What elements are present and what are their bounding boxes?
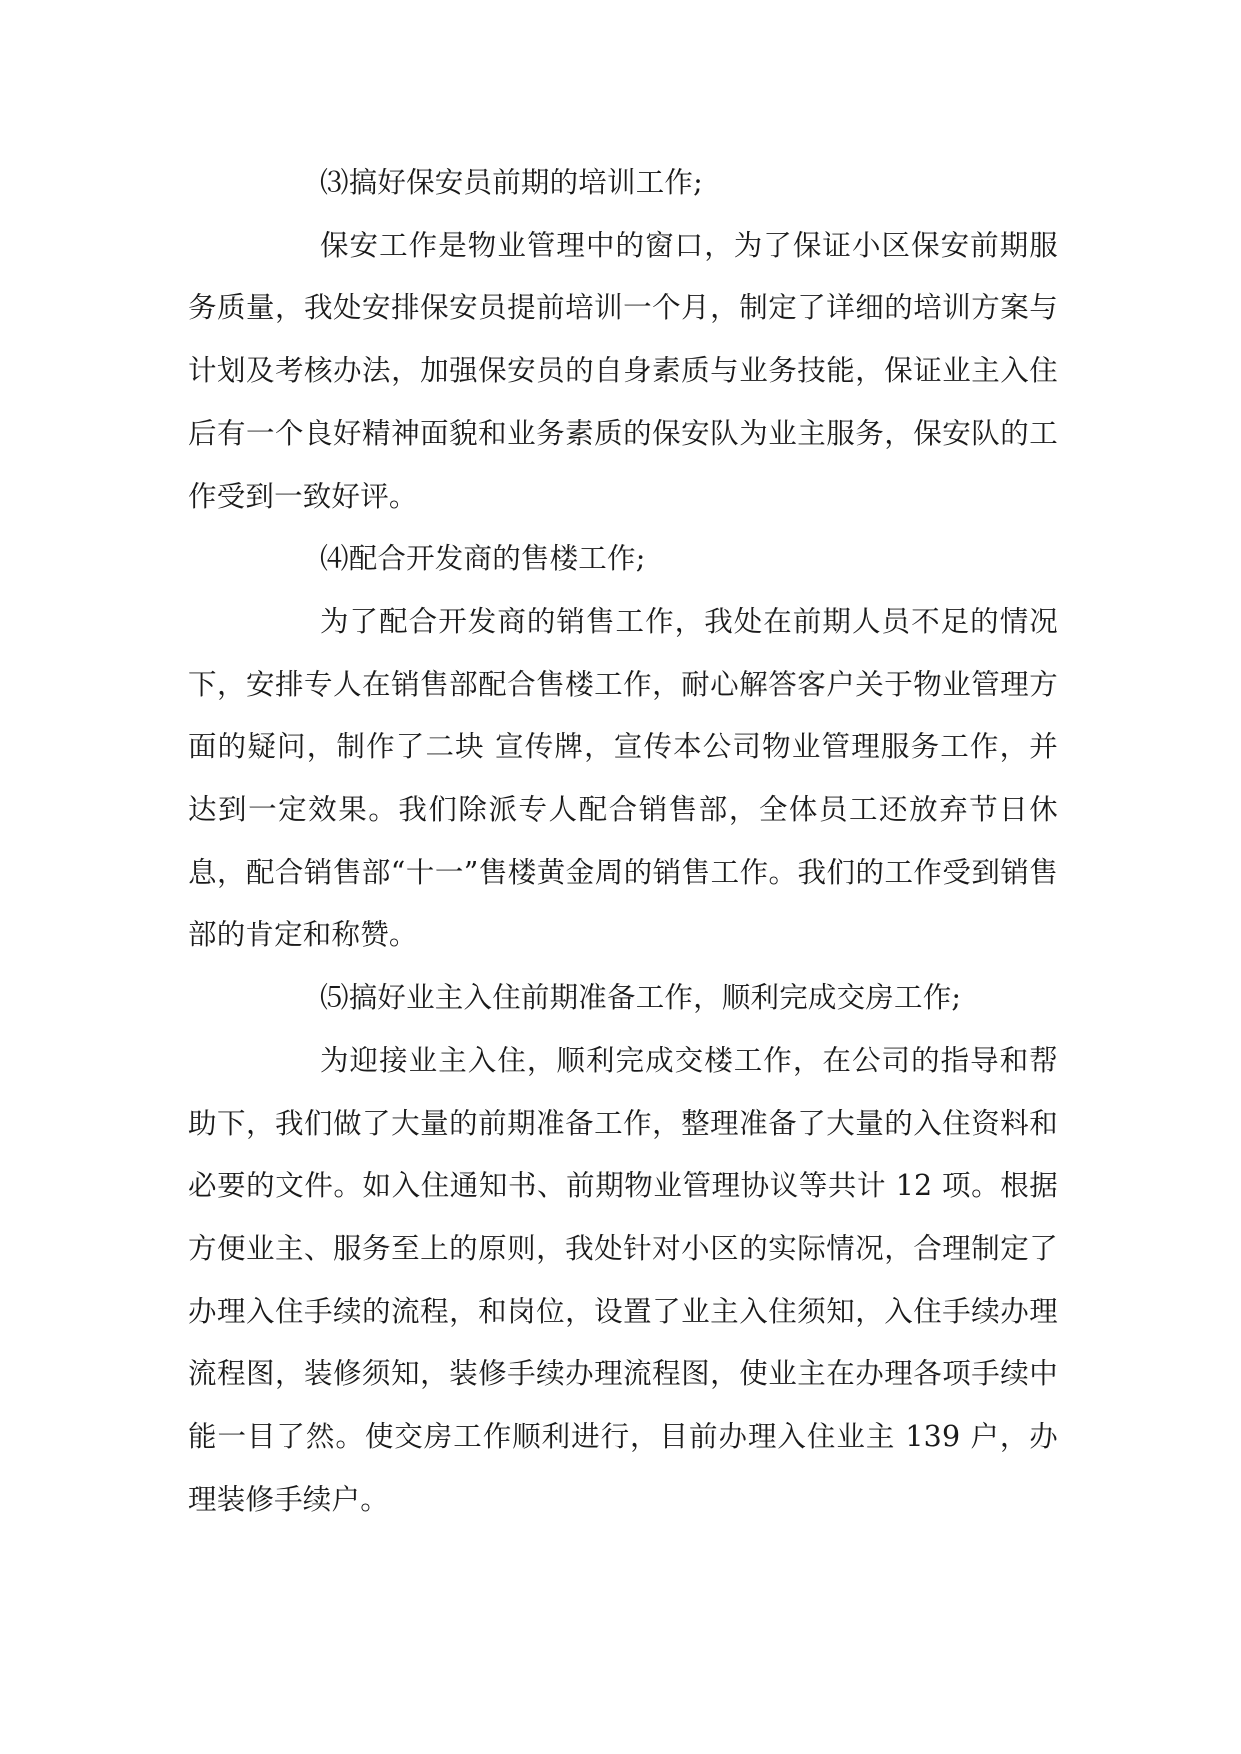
section-3-heading: ⑶搞好保安员前期的培训工作; <box>320 166 703 199</box>
document-body <box>188 152 1058 1531</box>
section-5-paragraph: 为迎接业主入住，顺利完成交楼工作，在公司的指导和帮助下，我们做了大量的前期准备工作，整理准备了大量的入住资料和必要的文件。如入住通知书、前期物业管理协议等共计 12 项。根据方便业主、服务至上的原则，我处针对小区的实际情况，合理制定了办理入住手续的流程，和岗位，设置了业主入住须知，入住手续办理流程图，装修须知，装修手续办理流程图，使业主在办理各项手续中能一目了然。使交房工作顺利进行，目前办理入住业主 139 户，办理装修手续户。 <box>188 1043 1058 1516</box>
section-4-paragraph: 为了配合开发商的销售工作，我处在前期人员不足的情况下，安排专人在销售部配合售楼工作，耐心解答客户关于物业管理方面的疑问，制作了二块 宣传牌，宣传本公司物业管理服务工作，并达到一定效果。我们除派专人配合销售部，全体员工还放弃节日休息，配合销售部“十一”售楼黄金周的销售工作。我们的工作受到销售部的肯定和称赞。 <box>188 604 1058 952</box>
section-3-paragraph: 保安工作是物业管理中的窗口，为了保证小区保安前期服务质量，我处安排保安员提前培训一个月，制定了详细的培训方案与计划及考核办法，加强保安员的自身素质与业务技能，保证业主入住后有一个良好精神面貌和业务素质的保安队为业主服务，保安队的工作受到一致好评。 <box>188 228 1058 513</box>
section-4-heading: ⑷配合开发商的售楼工作; <box>320 542 646 576</box>
section-5-heading: ⑸搞好业主入住前期准备工作，顺利完成交房工作; <box>320 981 962 1015</box>
